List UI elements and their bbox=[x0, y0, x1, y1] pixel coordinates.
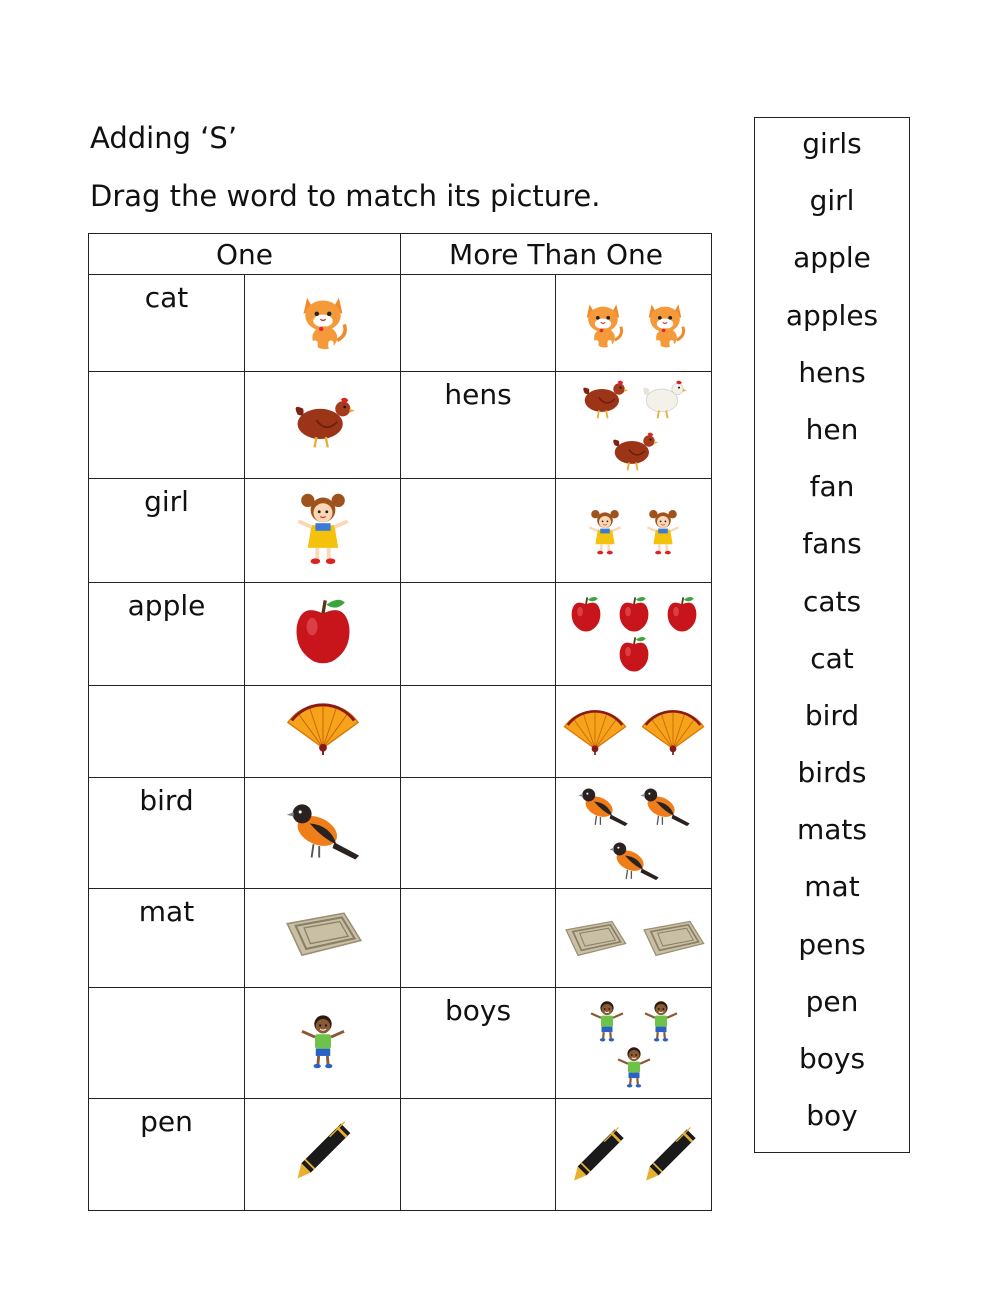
word-bank bbox=[754, 117, 910, 1153]
more-word-slot[interactable] bbox=[401, 479, 556, 583]
draggable-word[interactable]: hens bbox=[798, 355, 866, 389]
one-picture bbox=[245, 275, 401, 372]
more-pictures bbox=[556, 988, 712, 1099]
draggable-word[interactable]: fans bbox=[802, 527, 862, 561]
mat-icon bbox=[639, 918, 707, 959]
more-pictures bbox=[556, 686, 712, 778]
one-picture bbox=[245, 1099, 401, 1211]
one-picture bbox=[245, 372, 401, 479]
one-word: mat bbox=[138, 895, 195, 928]
more-word-slot[interactable] bbox=[401, 778, 556, 889]
more-word-slot[interactable] bbox=[401, 372, 556, 479]
more-pictures bbox=[556, 479, 712, 583]
boy-icon bbox=[612, 1044, 656, 1088]
draggable-word[interactable]: birds bbox=[797, 756, 867, 790]
more-word-slot[interactable] bbox=[401, 1099, 556, 1211]
cat-icon bbox=[292, 289, 354, 351]
one-word-slot[interactable] bbox=[89, 889, 245, 988]
boy-icon bbox=[639, 998, 683, 1042]
one-word: apple bbox=[127, 589, 206, 622]
draggable-word[interactable]: mat bbox=[804, 870, 860, 904]
hen-icon bbox=[579, 374, 629, 424]
one-word-slot[interactable] bbox=[89, 583, 245, 686]
apple-icon bbox=[567, 595, 605, 633]
more-pictures bbox=[556, 778, 712, 889]
table-row bbox=[89, 889, 712, 988]
one-word: girl bbox=[144, 485, 189, 518]
draggable-word[interactable]: pens bbox=[798, 927, 866, 961]
draggable-word[interactable]: girl bbox=[809, 184, 855, 218]
one-word-slot[interactable] bbox=[89, 1099, 245, 1211]
draggable-word[interactable]: boys bbox=[798, 1042, 866, 1075]
girl-icon bbox=[581, 507, 629, 555]
more-word-slot[interactable] bbox=[401, 686, 556, 778]
mat-icon bbox=[281, 909, 365, 959]
instruction-text: Drag the word to match its picture. bbox=[90, 179, 601, 213]
one-picture bbox=[245, 988, 401, 1099]
apple-icon bbox=[288, 596, 358, 666]
one-word-slot[interactable] bbox=[89, 275, 245, 372]
mat-icon bbox=[561, 918, 629, 959]
pen-icon bbox=[639, 1124, 701, 1186]
table-row bbox=[89, 372, 712, 479]
header-more-than-one: More Than One bbox=[401, 234, 712, 275]
one-picture bbox=[245, 479, 401, 583]
boy-icon bbox=[294, 1011, 352, 1069]
draggable-word[interactable]: cats bbox=[802, 584, 862, 618]
fan-icon bbox=[284, 701, 362, 756]
bird-icon bbox=[285, 792, 361, 868]
more-word-slot[interactable] bbox=[401, 583, 556, 686]
more-pictures bbox=[556, 372, 712, 479]
one-picture bbox=[245, 889, 401, 988]
table-row bbox=[89, 583, 712, 686]
table-row bbox=[89, 988, 712, 1099]
draggable-word[interactable]: hen bbox=[805, 412, 859, 446]
hen-white-icon bbox=[639, 374, 689, 424]
draggable-word[interactable]: fan bbox=[809, 470, 855, 504]
hen-icon bbox=[609, 426, 659, 476]
bird-icon bbox=[577, 780, 629, 832]
draggable-word[interactable]: apples bbox=[785, 298, 879, 332]
table-row bbox=[89, 778, 712, 889]
more-pictures bbox=[556, 275, 712, 372]
one-word-slot[interactable] bbox=[89, 479, 245, 583]
page-title: Adding ‘S’ bbox=[90, 121, 238, 155]
pen-icon bbox=[290, 1118, 356, 1184]
boy-icon bbox=[585, 998, 629, 1042]
pen-icon bbox=[567, 1124, 629, 1186]
more-pictures bbox=[556, 889, 712, 988]
one-word: pen bbox=[140, 1105, 193, 1138]
more-word-slot[interactable] bbox=[401, 988, 556, 1099]
table-row bbox=[89, 1099, 712, 1211]
table-row bbox=[89, 275, 712, 372]
draggable-word[interactable]: boy bbox=[806, 1099, 858, 1133]
cat-icon bbox=[577, 297, 629, 349]
one-word-slot[interactable] bbox=[89, 988, 245, 1099]
more-word-slot[interactable] bbox=[401, 275, 556, 372]
one-picture bbox=[245, 686, 401, 778]
girl-icon bbox=[285, 489, 361, 565]
draggable-word[interactable]: cat bbox=[810, 641, 854, 675]
one-word-slot[interactable] bbox=[89, 778, 245, 889]
draggable-word[interactable]: bird bbox=[804, 698, 860, 732]
girl-icon bbox=[639, 507, 687, 555]
one-word-slot[interactable] bbox=[89, 372, 245, 479]
table-row bbox=[89, 686, 712, 778]
bird-icon bbox=[639, 780, 691, 832]
one-word: cat bbox=[144, 281, 189, 314]
apple-icon bbox=[615, 635, 653, 673]
one-word: bird bbox=[139, 784, 194, 817]
draggable-word[interactable]: apple bbox=[793, 241, 871, 275]
more-word-slot[interactable] bbox=[401, 889, 556, 988]
more-word: hens bbox=[444, 378, 512, 411]
draggable-word[interactable]: pen bbox=[805, 984, 859, 1018]
draggable-word[interactable]: girls bbox=[802, 127, 862, 160]
bird-icon bbox=[608, 834, 660, 886]
draggable-word[interactable]: mats bbox=[797, 813, 867, 847]
header-one: One bbox=[89, 234, 401, 275]
cat-icon bbox=[639, 297, 691, 349]
more-pictures bbox=[556, 1099, 712, 1211]
apple-icon bbox=[615, 595, 653, 633]
one-word-slot[interactable] bbox=[89, 686, 245, 778]
one-picture bbox=[245, 778, 401, 889]
table-row bbox=[89, 479, 712, 583]
fan-icon bbox=[639, 708, 707, 756]
fan-icon bbox=[561, 708, 629, 756]
hen-icon bbox=[290, 389, 356, 455]
apple-icon bbox=[663, 595, 701, 633]
more-pictures bbox=[556, 583, 712, 686]
one-picture bbox=[245, 583, 401, 686]
matching-table bbox=[88, 233, 712, 1211]
more-word: boys bbox=[444, 994, 512, 1027]
